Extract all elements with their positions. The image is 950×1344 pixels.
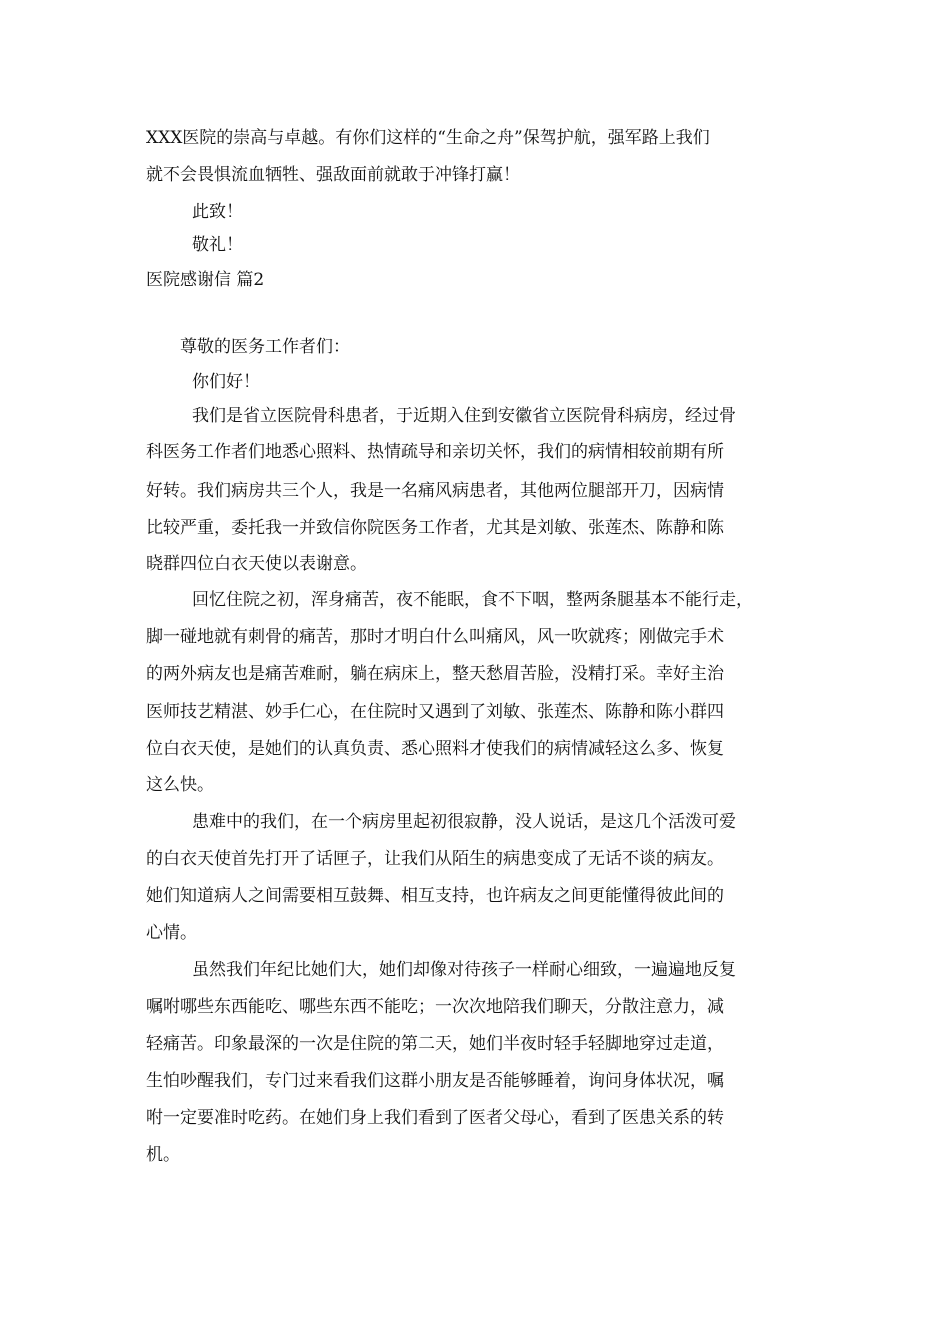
- text-line: 的两外病友也是痛苦难耐，躺在病床上，整天愁眉苦脸，没精打采。幸好主治: [146, 664, 724, 684]
- text-line: 心情。: [146, 923, 197, 943]
- text-line: 回忆住院之初，浑身痛苦，夜不能眠，食不下咽，整两条腿基本不能行走，: [192, 590, 753, 610]
- text-line: 科医务工作者们地悉心照料、热情疏导和亲切关怀，我们的病情相较前期有所: [146, 442, 724, 462]
- text-line: 咐一定要准时吃药。在她们身上我们看到了医者父母心，看到了医患关系的转: [146, 1108, 724, 1128]
- text-line: 这么快。: [146, 775, 214, 795]
- text-line: 嘱咐哪些东西能吃、哪些东西不能吃；一次次地陪我们聊天，分散注意力，减: [146, 997, 724, 1017]
- section-heading: 医院感谢信 篇2: [146, 270, 265, 290]
- text-line: 我们是省立医院骨科患者，于近期入住到安徽省立医院骨科病房，经过骨: [192, 406, 736, 426]
- text-line: 患难中的我们，在一个病房里起初很寂静，没人说话，是这几个活泼可爱: [192, 812, 736, 832]
- text-line: 好转。我们病房共三个人，我是一名痛风病患者，其他两位腿部开刀，因病情: [146, 481, 724, 501]
- text-line: 比较严重，委托我一并致信你院医务工作者，尤其是刘敏、张莲杰、陈静和陈: [146, 518, 724, 538]
- letter-hello: 你们好！: [192, 372, 260, 392]
- text-line: 虽然我们年纪比她们大，她们却像对待孩子一样耐心细致，一遍遍地反复: [192, 960, 736, 980]
- text-line: 就不会畏惧流血牺牲、强敌面前就敢于冲锋打赢！: [146, 165, 520, 185]
- text-line: 位白衣天使，是她们的认真负责、悉心照料才使我们的病情减轻这么多、恢复: [146, 739, 724, 759]
- text-line: 生怕吵醒我们，专门过来看我们这群小朋友是否能够睡着，询问身体状况，嘱: [146, 1071, 724, 1091]
- text-line: 医师技艺精湛、妙手仁心，在住院时又遇到了刘敏、张莲杰、陈静和陈小群四: [146, 702, 724, 722]
- letter-greeting: 尊敬的医务工作者们：: [180, 337, 350, 357]
- text-line: 脚一碰地就有刺骨的痛苦，那时才明白什么叫痛风，风一吹就疼；刚做完手术: [146, 627, 724, 647]
- closing-regards: 敬礼！: [192, 235, 243, 255]
- text-line: 的白衣天使首先打开了话匣子，让我们从陌生的病患变成了无话不谈的病友。: [146, 849, 724, 869]
- text-line: XXX医院的崇高与卓越。有你们这样的“生命之舟”保驾护航，强军路上我们: [146, 128, 710, 148]
- text-line: 机。: [146, 1145, 180, 1165]
- text-line: 轻痛苦。印象最深的一次是住院的第二天，她们半夜时轻手轻脚地穿过走道，: [146, 1034, 724, 1054]
- text-line: 晓群四位白衣天使以表谢意。: [146, 554, 367, 574]
- closing-salutation: 此致！: [192, 202, 243, 222]
- text-line: 她们知道病人之间需要相互鼓舞、相互支持，也许病友之间更能懂得彼此间的: [146, 886, 724, 906]
